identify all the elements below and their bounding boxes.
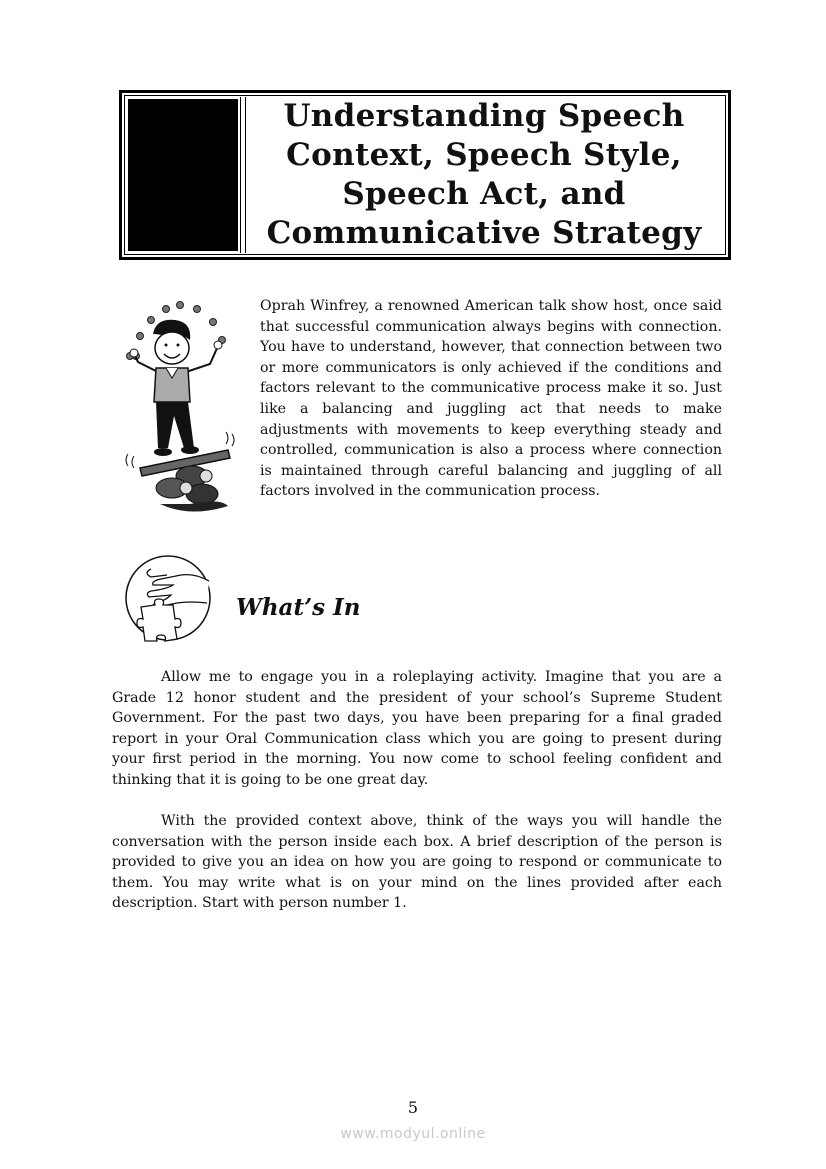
section-paragraph: With the provided context above, think of the ways you will handle the conversation with the person inside each box. A brief description of the person is provided to give you an idea on how you are going to respond or communicate to them. You may write what is on your mind on the lines provided after each description. Start with person number 1. [112, 813, 722, 912]
hand-puzzle-icon [121, 553, 215, 643]
title-black-panel [128, 99, 238, 251]
page-title: Understanding Speech Context, Speech Style, Speech Act, and Communicative Strategy [266, 98, 702, 251]
section-heading-whats-in: What’s In [236, 594, 361, 621]
watermark: www.modyul.online [340, 1126, 486, 1142]
page-number: 5 [407, 1098, 419, 1117]
juggling-boy-illustration [120, 298, 238, 516]
section-paragraph: Allow me to engage you in a roleplaying activity. Imagine that you are a Grade 12 honor student and the president of your school’s Supreme Student Government. For the past two days, you have been preparing for a final graded report in your Oral Communication class which you are going to present during your first period in the morning. You now come to school feeling confident and thinking that it is going to be one great day. [112, 669, 722, 788]
intro-paragraph: Oprah Winfrey, a renowned American talk show host, once said that successful communication always begins with connection. You have to understand, however, that connection between two or more communicators is only achieved if the conditions and factors relevant to the communicative process make it so. Just like a balancing and juggling act that needs to make adjustments with movements to keep everything steady and controlled, communication is also a process where connection is maintained through careful balancing and juggling of all factors involved in the communication process. [260, 298, 722, 500]
title-box [119, 90, 731, 260]
